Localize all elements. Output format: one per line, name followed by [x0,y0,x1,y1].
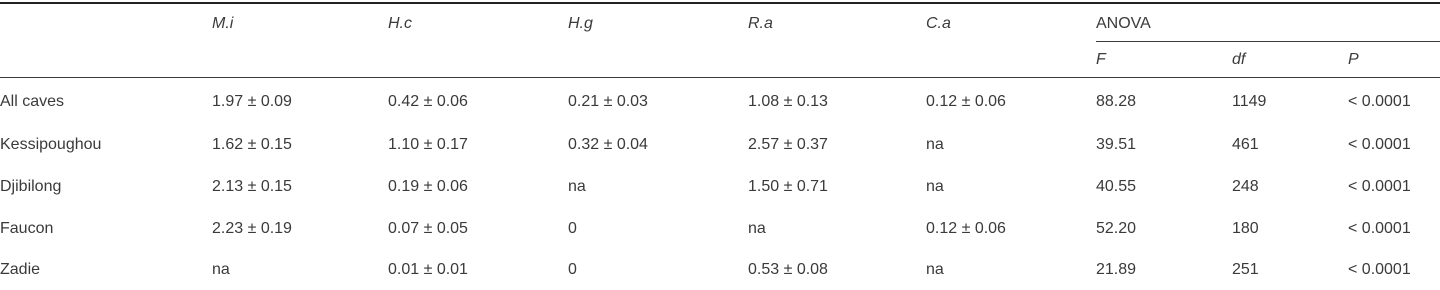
table-top-rule [0,2,1440,4]
anova-f-cell: 40.55 [1096,178,1137,195]
subheader-p: P [1348,51,1359,68]
table-cell: 0 [568,261,577,278]
row-label-faucon: Faucon [0,220,54,237]
header-mi: M.i [212,15,234,32]
table-cell: 0.07 ± 0.05 [388,220,468,237]
table-cell: na [926,136,944,153]
table-cell: 0.12 ± 0.06 [926,93,1006,110]
anova-f-cell: 88.28 [1096,93,1137,110]
table-cell: 0 [568,220,577,237]
table-cell: 2.13 ± 0.15 [212,178,292,195]
anova-p-cell: < 0.0001 [1348,136,1411,153]
anova-p-cell: < 0.0001 [1348,178,1411,195]
anova-p-cell: < 0.0001 [1348,220,1411,237]
anova-p-cell: < 0.0001 [1348,93,1411,110]
table-cell: 1.08 ± 0.13 [748,93,828,110]
row-label-zadie: Zadie [0,261,41,278]
table-cell: 0.19 ± 0.06 [388,178,468,195]
header-hg: H.g [568,15,593,32]
table-cell: na [212,261,230,278]
table-cell: na [748,220,766,237]
anova-df-cell: 461 [1232,136,1259,153]
anova-f-cell: 21.89 [1096,261,1137,278]
header-hc: H.c [388,15,412,32]
table-cell: na [926,261,944,278]
table-cell: 1.10 ± 0.17 [388,136,468,153]
subheader-df: df [1232,51,1246,68]
table-cell: 2.23 ± 0.19 [212,220,292,237]
anova-df-cell: 248 [1232,178,1259,195]
row-label-djibilong: Djibilong [0,178,62,195]
anova-header-rule [1096,41,1440,42]
header-anova: ANOVA [1096,15,1151,32]
table-cell: na [568,178,586,195]
table-cell: 0.21 ± 0.03 [568,93,648,110]
header-ra: R.a [748,15,773,32]
anova-df-cell: 180 [1232,220,1259,237]
table-cell: 0.32 ± 0.04 [568,136,648,153]
table-cell: 1.97 ± 0.09 [212,93,292,110]
table-cell: 0.42 ± 0.06 [388,93,468,110]
header-bottom-rule [0,77,1440,78]
anova-f-cell: 39.51 [1096,136,1137,153]
table-cell: 0.53 ± 0.08 [748,261,828,278]
table-cell: 0.01 ± 0.01 [388,261,468,278]
table-cell: 1.62 ± 0.15 [212,136,292,153]
row-label-all-caves: All caves [0,93,65,110]
anova-df-cell: 1149 [1232,93,1267,110]
row-label-kessipoughou: Kessipoughou [0,136,102,153]
anova-f-cell: 52.20 [1096,220,1137,237]
table-cell: 0.12 ± 0.06 [926,220,1006,237]
anova-p-cell: < 0.0001 [1348,261,1411,278]
table-cell: 2.57 ± 0.37 [748,136,828,153]
header-ca: C.a [926,15,951,32]
table-cell: na [926,178,944,195]
anova-df-cell: 251 [1232,261,1259,278]
subheader-f: F [1096,51,1106,68]
table-cell: 1.50 ± 0.71 [748,178,828,195]
